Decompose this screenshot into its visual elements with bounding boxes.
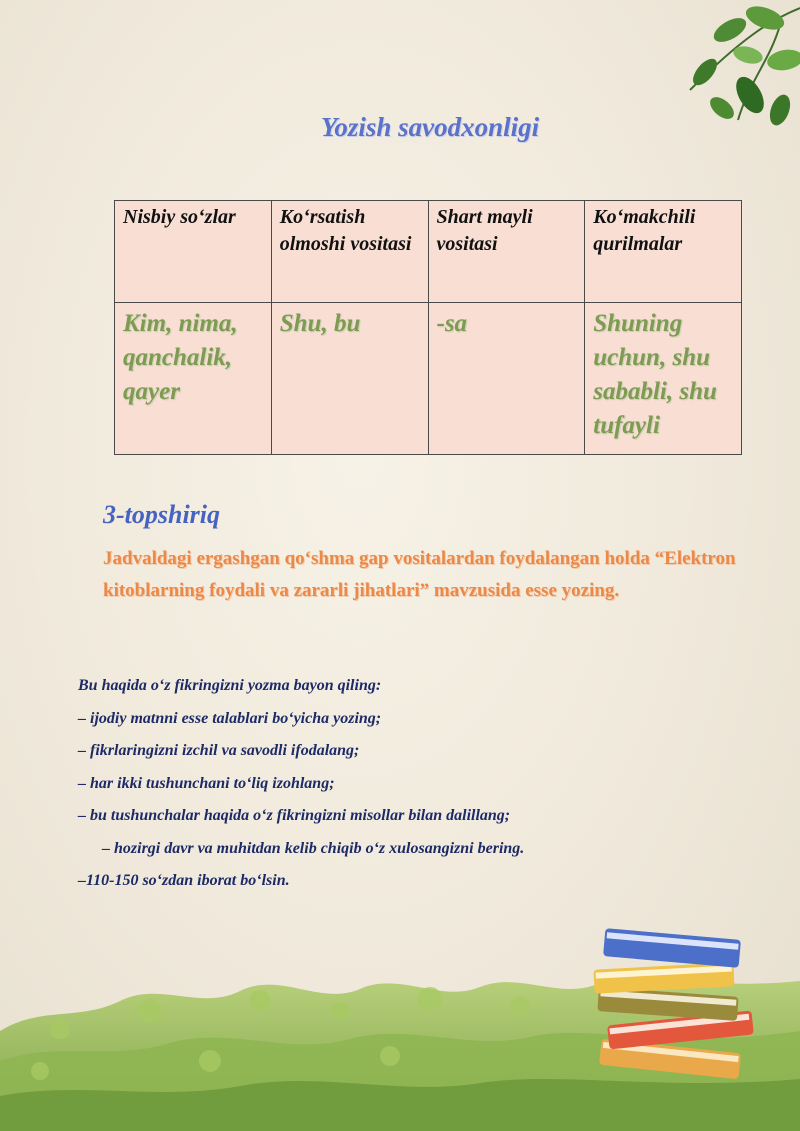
leaves-decoration	[630, 0, 800, 130]
instructions-list	[78, 674, 738, 902]
grammar-table	[114, 200, 742, 455]
table-header-cell: Shart mayli vositasi	[428, 201, 585, 303]
table-row	[115, 303, 742, 455]
instruction-item: – hozirgi davr va muhitdan kelib chiqib o‘z xulosangizni bering.	[102, 839, 525, 857]
table-cell: Kim, nima, qanchalik, qayer	[115, 303, 272, 455]
table-cell: Shu, bu	[271, 303, 428, 455]
instruction-item: – fikrlaringizni izchil va savodli ifodalang;	[78, 742, 360, 759]
instruction-item: Bu haqida o‘z fikringizni yozma bayon qiling:	[78, 677, 382, 694]
instruction-item: – bu tushunchalar haqida o‘z fikringizni misollar bilan dalillang;	[78, 807, 511, 824]
page-title: Yozish savodxonligi	[320, 112, 540, 142]
table-header-cell: Ko‘rsatish olmoshi vositasi	[271, 201, 428, 303]
table-header-cell: Nisbiy so‘zlar	[115, 201, 272, 303]
table-cell: Shuning uchun, shu sababli, shu tufayli	[585, 303, 742, 455]
table-header-cell: Ko‘makchili qurilmalar	[585, 201, 742, 303]
instruction-item: –110-150 so‘zdan iborat bo‘lsin.	[78, 872, 290, 889]
books-illustration	[580, 906, 770, 1086]
table-cell: -sa	[428, 303, 585, 455]
table-header-row	[115, 201, 742, 303]
task-title: 3-topshiriq	[103, 500, 221, 529]
instruction-item: – ijodiy matnni esse talablari bo‘yicha yozing;	[78, 709, 382, 727]
task-description: Jadvaldagi ergashgan qo‘shma gap vositalardan foydalangan holda “Elektron kitoblarning foydali va zararli jihatlari” mavzusida esse yozing.	[103, 548, 736, 601]
instruction-item: – har ikki tushunchani to‘liq izohlang;	[78, 774, 335, 792]
